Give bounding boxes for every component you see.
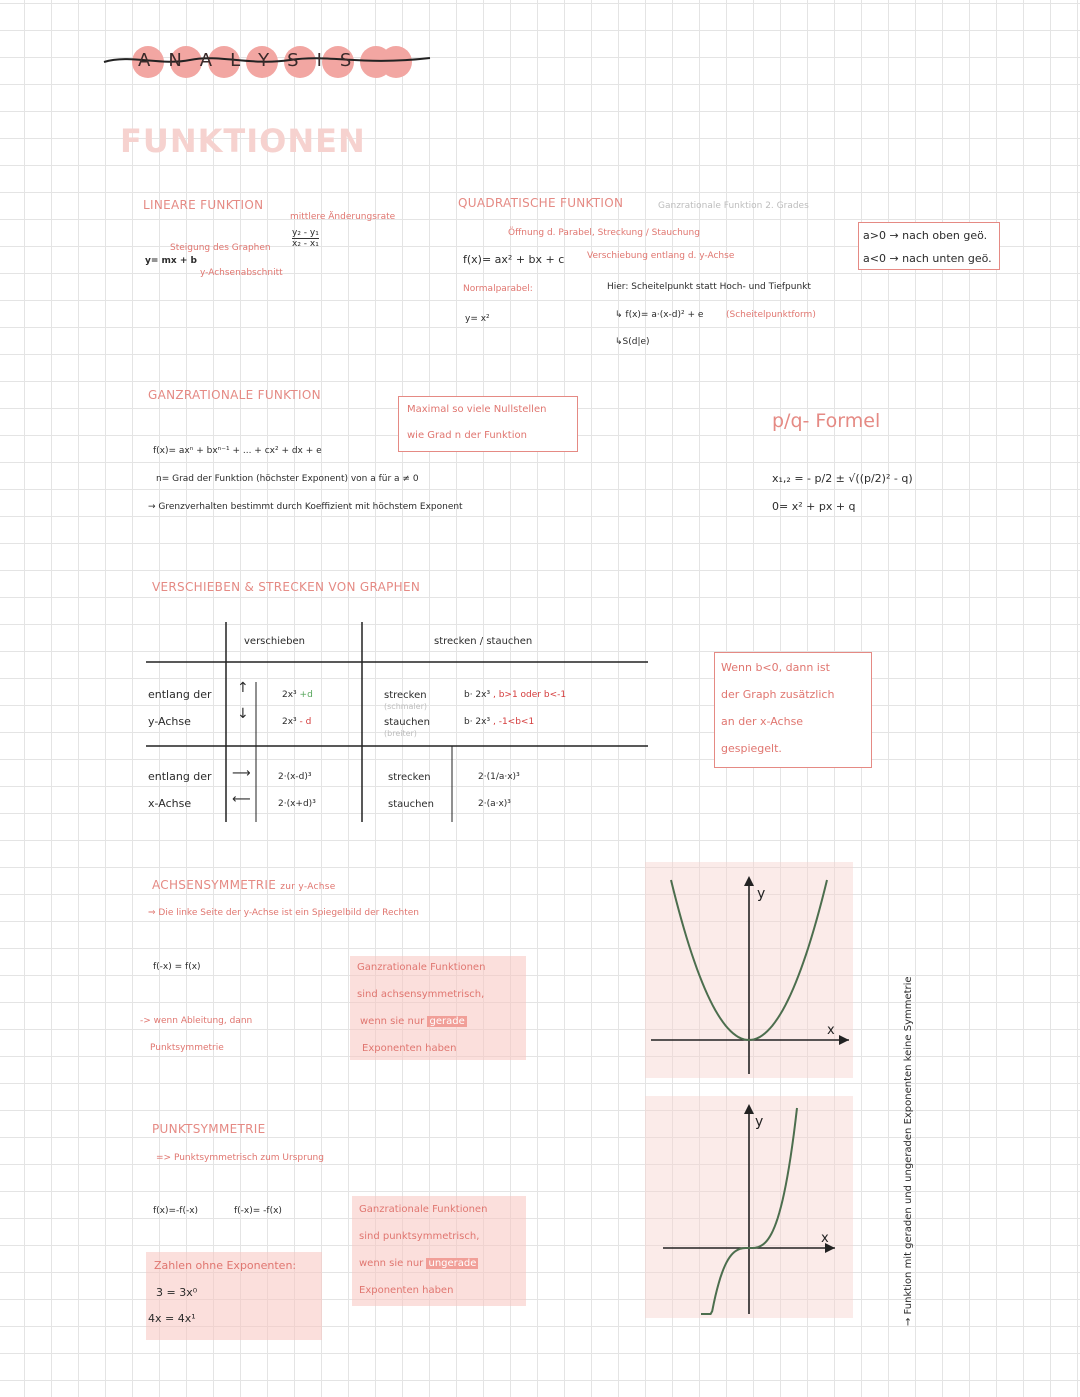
quadratic-formula: f(x)= ax² + bx + c xyxy=(463,253,565,266)
shift-note-1: Wenn b<0, dann ist xyxy=(721,661,830,674)
title-letter: L xyxy=(230,50,241,71)
quadratic-a-box xyxy=(858,222,1000,270)
squeeze-note: (breiter) xyxy=(384,729,417,738)
shift-table xyxy=(146,622,648,822)
point-sym-box-4: Exponenten haben xyxy=(359,1285,454,1296)
point-sym-desc: => Punktsymmetrisch zum Ursprung xyxy=(156,1153,324,1163)
arrow-down-icon: ↓ xyxy=(237,706,249,722)
linear-rate-label: mittlere Änderungsrate xyxy=(290,212,396,222)
arrow-right-icon: ⟶ xyxy=(232,766,251,781)
title-letter: A xyxy=(199,50,213,71)
point-sym-box-2: sind punktsymmetrisch, xyxy=(359,1231,480,1242)
y-shift-down xyxy=(282,717,311,727)
arrow-up-icon: ↑ xyxy=(237,680,249,696)
ganzrational-note-2: wie Grad n der Funktion xyxy=(407,430,527,441)
col-shift-header: verschieben xyxy=(244,636,305,647)
ganzrational-formula: f(x)= axⁿ + bxⁿ⁻¹ + ... + cx² + dx + e xyxy=(153,446,322,456)
axis-sym-hint-2: Punktsymmetrie xyxy=(150,1043,224,1053)
ganzrational-note-box xyxy=(398,396,578,452)
x-squeeze-label: stauchen xyxy=(388,799,434,810)
cubic-svg xyxy=(645,1096,853,1318)
point-sym-box-1: Ganzrationale Funktionen xyxy=(359,1204,488,1215)
title-letter: N xyxy=(168,50,182,71)
point-sym-box-3-text: wenn sie nur xyxy=(359,1258,424,1269)
col-stretch-header: strecken / stauchen xyxy=(434,636,533,647)
graphs-side-note: → Funktion mit geraden und ungeraden Exponenten keine Symmetrie xyxy=(903,976,914,1326)
exponent-title: Zahlen ohne Exponenten: xyxy=(154,1259,297,1272)
y-shift-down-add: - d xyxy=(299,717,312,727)
y-shift-up xyxy=(282,690,313,700)
axis-sym-note: zur y-Achse xyxy=(280,882,336,892)
linear-rate-fraction xyxy=(292,228,319,249)
stretch-label: strecken xyxy=(384,690,427,701)
parabola-svg xyxy=(645,862,853,1078)
cubic-graph xyxy=(645,1096,853,1318)
row-x-label-1: entlang der xyxy=(148,770,212,783)
y-shift-up-base: 2x³ xyxy=(282,690,297,700)
linear-rate-den: x₂ - x₁ xyxy=(292,239,319,249)
quadratic-normal-formula: y= x² xyxy=(465,314,490,324)
row-x-label-2: x-Achse xyxy=(148,797,192,810)
quadratic-vertex-form-label: (Scheitelpunktform) xyxy=(726,310,816,320)
axis-sym-box-2: sind achsensymmetrisch, xyxy=(357,989,485,1000)
linear-heading: LINEARE FUNKTION xyxy=(143,198,264,212)
ganzrational-behaviour: → Grenzverhalten bestimmt durch Koeffizient mit höchstem Exponent xyxy=(148,502,463,512)
x-shift-left: 2·(x+d)³ xyxy=(278,799,316,809)
shift-heading: VERSCHIEBEN & STRECKEN VON GRAPHEN xyxy=(152,580,421,594)
title-letter: Y xyxy=(258,50,270,71)
title-letter: S xyxy=(287,50,299,71)
quadratic-vertex-formula: ↳ f(x)= a·(x-d)² + e xyxy=(615,310,704,320)
y-shift-down-base: 2x³ xyxy=(282,717,297,727)
exponent-example-2: 4x = 4x¹ xyxy=(148,1312,196,1325)
quadratic-shift-label: Verschiebung entlang d. y-Achse xyxy=(587,251,735,261)
linear-slope-label: Steigung des Graphen xyxy=(170,243,271,253)
arrow-left-icon: ⟵ xyxy=(232,792,251,807)
row-y-label-1: entlang der xyxy=(148,688,212,701)
y-stretch xyxy=(464,690,566,700)
axis-sym-formula: f(-x) = f(x) xyxy=(153,962,201,972)
parabola-graph xyxy=(645,862,853,1078)
ganzrational-heading: GANZRATIONALE FUNKTION xyxy=(148,388,321,402)
y-squeeze xyxy=(464,717,534,727)
axis-sym-box-1: Ganzrationale Funktionen xyxy=(357,962,486,973)
title-letter: S xyxy=(339,50,352,71)
shift-note-3: an der x-Achse xyxy=(721,715,804,728)
x-stretch-expr: 2·(1/a·x)³ xyxy=(478,772,520,782)
ganzrational-note-1: Maximal so viele Nullstellen xyxy=(407,404,547,415)
shift-note-4: gespiegelt. xyxy=(721,742,782,755)
quadratic-vertex-point: ↳S(d|e) xyxy=(615,337,650,347)
point-sym-box-3 xyxy=(359,1258,478,1269)
cubic-x-label: x xyxy=(821,1231,829,1246)
y-squeeze-cond: , -1<b<1 xyxy=(492,717,535,727)
exponent-box xyxy=(146,1252,322,1340)
page-subtitle: FUNKTIONEN xyxy=(120,122,366,160)
axis-sym-hint-1: -> wenn Ableitung, dann xyxy=(140,1016,253,1026)
linear-formula: y= mx + b xyxy=(145,256,197,266)
quadratic-heading-note: Ganzrationale Funktion 2. Grades xyxy=(658,201,809,211)
linear-intercept-label: y-Achsenabschnitt xyxy=(200,268,283,278)
x-squeeze-expr: 2·(a·x)³ xyxy=(478,799,511,809)
y-stretch-expr: b· 2x³ xyxy=(464,690,491,700)
axis-sym-box xyxy=(350,956,526,1060)
point-sym-formula-1: f(x)=-f(-x) xyxy=(153,1206,199,1216)
y-shift-up-add: +d xyxy=(299,690,313,700)
axis-sym-title: ACHSENSYMMETRIE xyxy=(152,878,277,892)
pq-heading: p/q- Formel xyxy=(772,410,881,432)
point-sym-box xyxy=(352,1196,526,1306)
squeeze-label: stauchen xyxy=(384,717,430,728)
x-stretch-label: strecken xyxy=(388,772,431,783)
parabola-y-label: y xyxy=(757,886,766,902)
ganzrational-degree: n= Grad der Funktion (höchster Exponent) von a für a ≠ 0 xyxy=(156,474,419,484)
axis-sym-box-word: gerade xyxy=(429,1016,465,1027)
title-letter: I xyxy=(316,50,322,71)
linear-rate-num: y₂ - y₁ xyxy=(292,228,319,238)
pq-normal-form: 0= x² + px + q xyxy=(772,500,856,513)
point-sym-formula-2: f(-x)= -f(x) xyxy=(234,1206,282,1216)
quadratic-opening-label: Öffnung d. Parabel, Streckung / Stauchung xyxy=(508,228,700,238)
title-letter: A xyxy=(138,50,151,71)
axis-sym-heading xyxy=(152,878,336,892)
quadratic-a-pos: a>0 → nach oben geö. xyxy=(863,229,988,242)
shift-note-2: der Graph zusätzlich xyxy=(721,688,835,701)
shift-note-box xyxy=(714,652,872,768)
y-stretch-cond: , b>1 oder b<-1 xyxy=(492,690,567,700)
quadratic-vertex-text: Hier: Scheitelpunkt statt Hoch- und Tiefpunkt xyxy=(607,282,811,292)
point-sym-box-word: ungerade xyxy=(428,1258,477,1269)
title-letters xyxy=(138,50,418,71)
exponent-example-1: 3 = 3x⁰ xyxy=(156,1286,198,1299)
quadratic-a-neg: a<0 → nach unten geö. xyxy=(863,252,992,265)
point-sym-heading: PUNKTSYMMETRIE xyxy=(152,1122,266,1136)
parabola-x-label: x xyxy=(827,1023,835,1038)
axis-sym-box-4: Exponenten haben xyxy=(362,1043,457,1054)
quadratic-normal-label: Normalparabel: xyxy=(463,284,533,294)
cubic-y-label: y xyxy=(755,1114,764,1130)
axis-sym-box-3 xyxy=(360,1016,467,1027)
x-shift-right: 2·(x-d)³ xyxy=(278,772,312,782)
pq-formula: x₁,₂ = - p/2 ± √((p/2)² - q) xyxy=(772,472,913,485)
stretch-note: (schmaler) xyxy=(384,702,428,711)
quadratic-heading: QUADRATISCHE FUNKTION xyxy=(458,196,624,210)
y-squeeze-expr: b· 2x³ xyxy=(464,717,491,727)
row-y-label-2: y-Achse xyxy=(148,715,191,728)
title-banner xyxy=(100,40,440,80)
axis-sym-desc: ⇒ Die linke Seite der y-Achse ist ein Spiegelbild der Rechten xyxy=(148,908,419,918)
axis-sym-box-3-text: wenn sie nur xyxy=(360,1016,425,1027)
